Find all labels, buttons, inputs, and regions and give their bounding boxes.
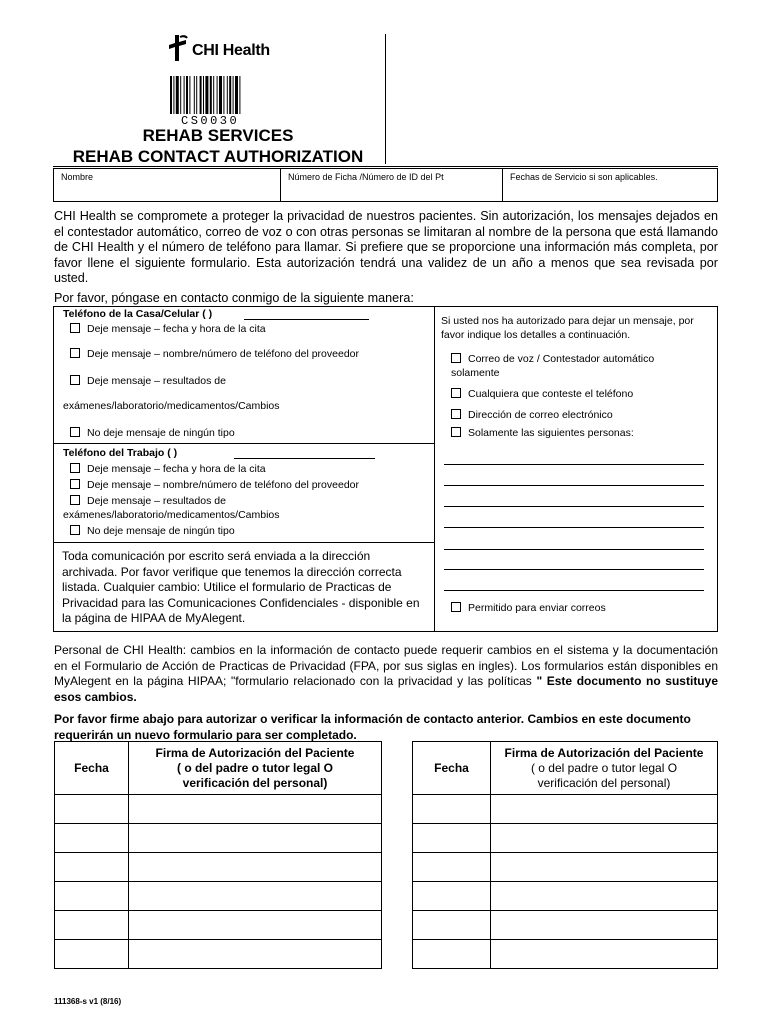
signature-cell[interactable] [129, 940, 382, 969]
barcode-text: CS0030 [181, 114, 240, 128]
signature-cell[interactable] [491, 882, 718, 911]
name-field-label: Nombre [61, 172, 94, 182]
checkbox[interactable] [70, 479, 80, 489]
signature-cell[interactable] [491, 824, 718, 853]
person-line[interactable] [444, 527, 704, 528]
signature-cell[interactable] [129, 882, 382, 911]
message-details-intro: Si usted nos ha autorizado para dejar un mensaje, por favor indique los detalles a continuación. [441, 315, 694, 341]
option-voicemail[interactable]: Correo de voz / Contestador automático [451, 353, 654, 366]
signature-cell[interactable] [129, 911, 382, 940]
home-phone-line[interactable] [244, 319, 369, 320]
checkbox[interactable] [451, 602, 461, 612]
signature-instructions: Por favor firme abajo para autorizar o verificar la información de contacto anterior. Cambios en este documento requerirán un nuevo formulario para ser completado. [54, 712, 691, 742]
person-line[interactable] [444, 485, 704, 486]
signature-cell[interactable] [129, 824, 382, 853]
intro-paragraph: CHI Health se compromete a proteger la privacidad de nuestros pacientes. Sin autorización, los mensajes dejados en el contestador automático, correo de voz o con otras personas se limitaran al nombre de la persona que está llamando de CHI Health y el número de teléfono para llamar. Si prefiere que se proporcione una información más completa, por favor llene el siguiente formulario. Esta autorización tendrá una validez de un año a menos que sea revisada por usted. [54, 209, 718, 286]
signature-header: Firma de Autorización del Paciente ( o del padre o tutor legal O verificación del personal) [491, 742, 718, 795]
home-phone-label: Teléfono de la Casa/Celular ( ) [63, 308, 213, 320]
checkbox[interactable] [70, 375, 80, 385]
date-cell[interactable] [55, 940, 129, 969]
patient-info-table [53, 168, 718, 202]
signature-cell[interactable] [491, 795, 718, 824]
checkbox[interactable] [70, 348, 80, 358]
form-version: 111368-s v1 (8/16) [54, 997, 122, 1006]
contact-preferences-box [53, 306, 718, 632]
checkbox[interactable] [451, 388, 461, 398]
work-option-none[interactable]: No deje mensaje de ningún tipo [70, 525, 235, 538]
date-cell[interactable] [55, 824, 129, 853]
section-rule [54, 443, 434, 444]
barcode-icon [170, 76, 266, 114]
date-cell[interactable] [413, 824, 491, 853]
work-option-results[interactable]: Deje mensaje – resultados de [70, 495, 226, 508]
record-number-field[interactable] [281, 169, 503, 201]
person-line[interactable] [444, 506, 704, 507]
written-communication-note: Toda comunicación por escrito será enviada a la dirección archivada. Por favor verifique que tenemos la dirección correcta listada. Cualquier cambio: Utilice el formulario de Practicas de Privacidad para las Comunicaciones Confidenciales - disponible en la página de HIPAA de MyAlegent. [62, 549, 420, 625]
work-option-appt[interactable]: Deje mensaje – fecha y hora de la cita [70, 463, 266, 476]
person-line[interactable] [444, 569, 704, 570]
date-cell[interactable] [413, 853, 491, 882]
chi-cross-logo-icon [166, 34, 190, 62]
checkbox[interactable] [70, 525, 80, 535]
signature-cell[interactable] [491, 940, 718, 969]
person-line[interactable] [444, 549, 704, 550]
home-option-none[interactable]: No deje mensaje de ningún tipo [70, 427, 235, 440]
date-cell[interactable] [413, 911, 491, 940]
date-header: Fecha [55, 742, 129, 795]
service-dates-label: Fechas de Servicio si son aplicables. [510, 172, 658, 182]
signature-cell[interactable] [129, 795, 382, 824]
signature-header: Firma de Autorización del Paciente ( o del padre o tutor legal O verificación del personal) [129, 742, 382, 795]
signature-table-right [412, 741, 718, 970]
date-cell[interactable] [55, 853, 129, 882]
work-phone-line[interactable] [234, 458, 375, 459]
home-option-results-cont: exámenes/laboratorio/medicamentos/Cambios [63, 400, 280, 412]
date-cell[interactable] [413, 882, 491, 911]
person-line[interactable] [444, 464, 704, 465]
checkbox[interactable] [451, 409, 461, 419]
checkbox[interactable] [70, 427, 80, 437]
logo-text: CHI Health [192, 42, 270, 59]
date-cell[interactable] [55, 882, 129, 911]
checkbox[interactable] [70, 495, 80, 505]
personnel-paragraph: Personal de CHI Health: cambios en la información de contacto puede requerir cambios en el sistema y la documentación en el Formulario de Acción de Practicas de Privacidad (FPA, por sus siglas en ingles). Los formularios están disponibles en MyAlegent en la página HIPAA; "formulario relacionado con la privacidad y las políticas " Este documento no sustituye esos cambios. [54, 643, 718, 704]
page-title: REHAB SERVICES [142, 126, 294, 145]
option-voicemail-cont: solamente [451, 367, 500, 379]
checkbox[interactable] [70, 463, 80, 473]
name-field[interactable] [54, 169, 281, 201]
date-cell[interactable] [55, 911, 129, 940]
checkbox[interactable] [451, 353, 461, 363]
option-email-permission[interactable]: Permitido para enviar correos [451, 602, 606, 615]
section-rule [54, 542, 434, 543]
signature-table-left [54, 741, 382, 970]
work-option-results-cont: exámenes/laboratorio/medicamentos/Cambios [63, 509, 280, 521]
contact-method-title: Por favor, póngase en contacto conmigo de la siguiente manera: [54, 291, 414, 305]
home-option-results[interactable]: Deje mensaje – resultados de [70, 375, 226, 388]
home-option-provider[interactable]: Deje mensaje – nombre/número de teléfono del proveedor [70, 348, 359, 361]
signature-cell[interactable] [491, 853, 718, 882]
checkbox[interactable] [451, 427, 461, 437]
date-cell[interactable] [55, 795, 129, 824]
date-cell[interactable] [413, 795, 491, 824]
work-option-provider[interactable]: Deje mensaje – nombre/número de teléfono del proveedor [70, 479, 359, 492]
checkbox[interactable] [70, 323, 80, 333]
box-divider [434, 307, 435, 631]
record-number-label: Número de Ficha /Número de ID del Pt [288, 172, 444, 182]
signature-cell[interactable] [129, 853, 382, 882]
signature-cell[interactable] [491, 911, 718, 940]
service-dates-field[interactable] [503, 169, 717, 201]
page-subtitle: REHAB CONTACT AUTHORIZATION [72, 147, 364, 166]
date-header: Fecha [413, 742, 491, 795]
option-anyone[interactable]: Cualquiera que conteste el teléfono [451, 388, 633, 401]
home-option-appt[interactable]: Deje mensaje – fecha y hora de la cita [70, 323, 266, 336]
option-persons[interactable]: Solamente las siguientes personas: [451, 427, 634, 440]
option-email[interactable]: Dirección de correo electrónico [451, 409, 613, 422]
date-cell[interactable] [413, 940, 491, 969]
work-phone-label: Teléfono del Trabajo ( ) [63, 447, 178, 459]
person-line[interactable] [444, 590, 704, 591]
